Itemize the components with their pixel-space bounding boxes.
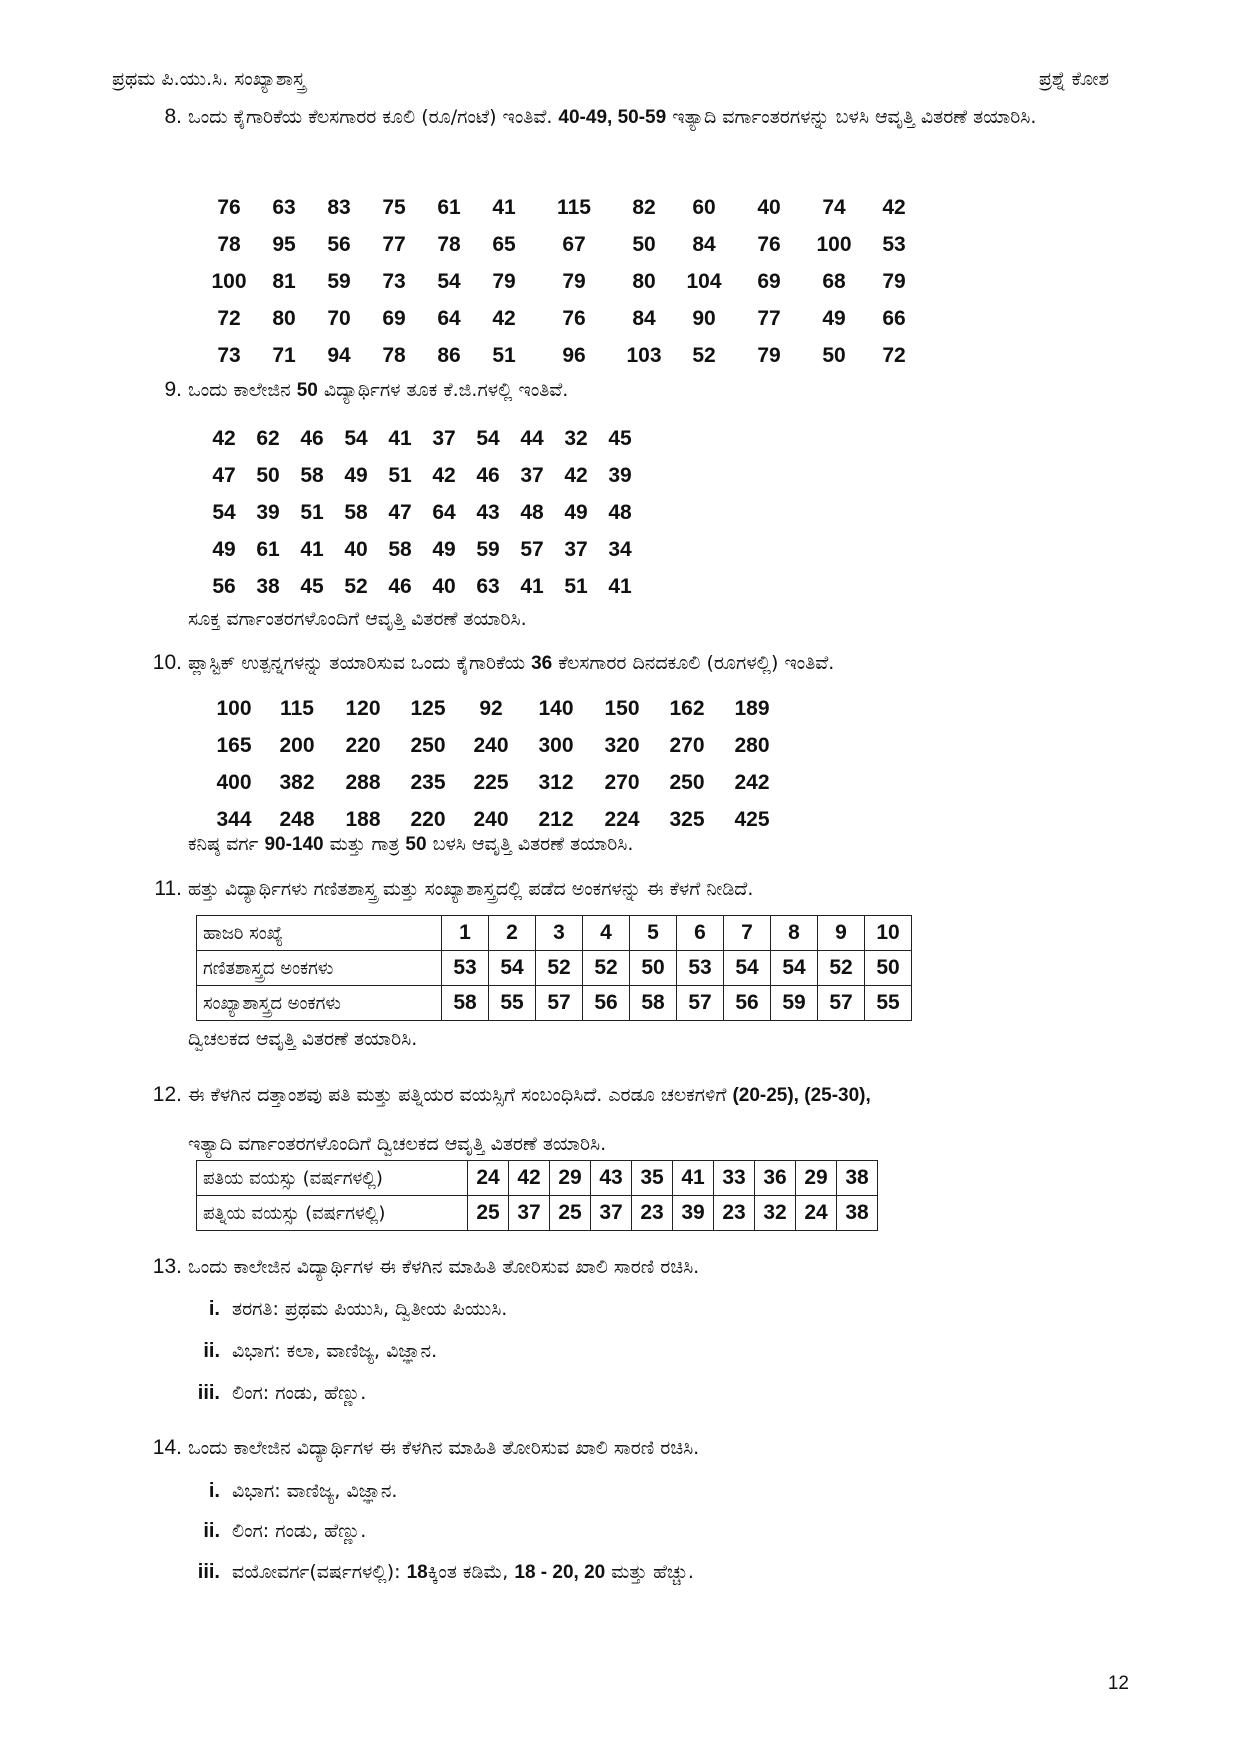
table-cell: 55 — [489, 986, 536, 1021]
grid-value: 125 — [410, 696, 446, 720]
grid-value: 50 — [822, 343, 846, 367]
grid-row — [204, 764, 784, 801]
question-text — [188, 1078, 1141, 1161]
question-text: ಒಂದು ಕಾಲೇಜಿನ ವಿದ್ಯಾರ್ಥಿಗಳ ಈ ಕೆಳಗಿನ ಮಾಹಿತಿ ತೋರಿಸುವ ಖಾಲಿ ಸಾರಣಿ ರಚಿಸಿ. — [188, 1256, 700, 1278]
grid-value: 312 — [538, 770, 574, 794]
grid-value: 68 — [822, 269, 846, 293]
grid-value: 49 — [822, 306, 846, 330]
question-text: ಒಂದು ಕಾಲೇಜಿನ ವಿದ್ಯಾರ್ಥಿಗಳ ಈ ಕೆಳಗಿನ ಮಾಹಿತಿ ತೋರಿಸುವ ಖಾಲಿ ಸಾರಣಿ ರಚಿಸಿ. — [188, 1437, 700, 1459]
table-cell: 52 — [583, 951, 630, 986]
item-number: i. — [208, 1298, 220, 1320]
marks-table — [196, 915, 912, 1021]
table-cell: 54 — [489, 951, 536, 986]
table-row — [197, 916, 912, 951]
table-cell: 36 — [755, 1161, 796, 1196]
grid-value: 212 — [538, 807, 574, 831]
worker-count: 36 — [531, 653, 553, 674]
grid-value: 43 — [476, 500, 500, 524]
page-number: 12 — [1107, 1673, 1129, 1694]
grid-value: 86 — [437, 343, 461, 367]
grid-value: 83 — [327, 195, 351, 219]
note-text-part: ಬಳಸಿ ಆವೃತ್ತಿ ವಿತರಣೆ ತಯಾರಿಸಿ. — [432, 833, 634, 855]
grid-value: 92 — [479, 696, 503, 720]
table-row — [197, 951, 912, 986]
age-value: 18 - 20, 20 — [514, 1562, 606, 1583]
q11-instruction: ದ್ವಿಚಲಕದ ಆವೃತ್ತಿ ವಿತರಣೆ ತಯಾರಿಸಿ. — [188, 1028, 418, 1050]
grid-value: 224 — [604, 807, 640, 831]
grid-value: 73 — [217, 343, 241, 367]
question-text-part: ಪ್ಲಾಸ್ಟಿಕ್ ಉತ್ಪನ್ನಗಳನ್ನು ತಯಾರಿಸುವ ಒಂದು ಕೈಗಾರಿಕೆಯ — [188, 652, 526, 674]
q14-item — [186, 1514, 366, 1548]
table-cell: 58 — [442, 986, 489, 1021]
grid-value: 40 — [344, 537, 368, 561]
grid-value: 61 — [256, 537, 280, 561]
grid-value: 96 — [562, 343, 586, 367]
grid-value: 77 — [757, 306, 781, 330]
grid-value: 58 — [344, 500, 368, 524]
table-cell: 8 — [771, 916, 818, 951]
class-interval-example: (20-25), (25-30), — [732, 1085, 871, 1106]
grid-value: 82 — [632, 195, 656, 219]
grid-value: 34 — [608, 537, 632, 561]
grid-row — [202, 494, 642, 531]
grid-row — [204, 226, 924, 263]
item-number: ii. — [203, 1340, 220, 1362]
table-cell: 24 — [468, 1161, 509, 1196]
grid-value: 71 — [272, 343, 296, 367]
table-cell: 29 — [796, 1161, 837, 1196]
grid-value: 189 — [734, 696, 770, 720]
grid-value: 75 — [382, 195, 406, 219]
table-cell: 37 — [591, 1196, 632, 1231]
table-cell: 42 — [509, 1161, 550, 1196]
grid-value: 78 — [217, 232, 241, 256]
grid-value: 78 — [437, 232, 461, 256]
grid-value: 41 — [608, 574, 632, 598]
question-13 — [134, 1250, 1141, 1284]
row-label: ಪತ್ನಿಯ ವಯಸ್ಸು (ವರ್ಷಗಳಲ್ಲಿ) — [197, 1196, 468, 1231]
table-cell: 38 — [837, 1196, 878, 1231]
question-text-part: ಇತ್ಯಾದಿ ವರ್ಗಾಂತರಗಳನ್ನು ಬಳಸಿ ಆವೃತ್ತಿ ವಿತರಣೆ ತಯಾರಿಸಿ. — [672, 106, 1037, 128]
grid-value: 162 — [669, 696, 705, 720]
question-number: 10. — [152, 651, 182, 674]
grid-value: 115 — [557, 195, 591, 219]
grid-row — [202, 568, 642, 605]
grid-value: 66 — [882, 306, 906, 330]
q13-item — [186, 1376, 366, 1410]
grid-value: 270 — [669, 733, 705, 757]
table-cell: 53 — [677, 951, 724, 986]
grid-value: 84 — [692, 232, 716, 256]
table-cell: 57 — [536, 986, 583, 1021]
grid-value: 50 — [632, 232, 656, 256]
item-text: ಮತ್ತು ಹೆಚ್ಚು. — [611, 1561, 694, 1583]
q10-instruction — [188, 827, 633, 862]
grid-value: 39 — [608, 463, 632, 487]
grid-value: 47 — [212, 463, 236, 487]
grid-value: 225 — [473, 770, 509, 794]
question-line-2: ಇತ್ಯಾದಿ ವರ್ಗಾಂತರಗಳೊಂದಿಗೆ ದ್ವಿಚಲಕದ ಆವೃತ್ತಿ ವಿತರಣೆ ತಯಾರಿಸಿ. — [188, 1133, 607, 1155]
table-cell: 29 — [550, 1161, 591, 1196]
table-cell: 37 — [509, 1196, 550, 1231]
grid-value: 41 — [300, 537, 324, 561]
table-cell: 7 — [724, 916, 771, 951]
question-text-part: ಒಂದು ಕಾಲೇಜಿನ — [188, 379, 291, 401]
question-number: 12. — [152, 1083, 182, 1106]
grid-value: 37 — [432, 426, 456, 450]
question-text — [188, 646, 1141, 681]
grid-row — [204, 263, 924, 300]
table-cell: 9 — [818, 916, 865, 951]
table-cell: 1 — [442, 916, 489, 951]
grid-value: 48 — [608, 500, 632, 524]
table-cell: 54 — [771, 951, 818, 986]
grid-value: 188 — [345, 807, 381, 831]
grid-value: 54 — [437, 269, 461, 293]
item-number: iii. — [197, 1561, 220, 1583]
grid-row — [204, 690, 784, 727]
grid-value: 54 — [476, 426, 500, 450]
grid-value: 72 — [217, 306, 241, 330]
table-cell: 59 — [771, 986, 818, 1021]
table-cell: 53 — [442, 951, 489, 986]
grid-value: 70 — [327, 306, 351, 330]
grid-value: 81 — [272, 269, 296, 293]
grid-value: 103 — [626, 343, 662, 367]
item-text: ಲಿಂಗ: ಗಂಡು, ಹೆಣ್ಣು. — [232, 1382, 367, 1404]
lowest-class: 90-140 — [264, 834, 324, 855]
item-number: i. — [208, 1480, 220, 1502]
grid-value: 54 — [344, 426, 368, 450]
grid-value: 73 — [382, 269, 406, 293]
question-line-1 — [188, 1078, 1141, 1113]
grid-value: 240 — [473, 733, 509, 757]
item-text: ವಿಭಾಗ: ವಾಣಿಜ್ಯ, ವಿಜ್ಞಾನ. — [232, 1480, 398, 1502]
header-subject-title: ಪ್ರಥಮ ಪಿ.ಯು.ಸಿ. ಸಂಖ್ಯಾಶಾಸ್ತ್ರ — [112, 68, 306, 90]
grid-value: 220 — [410, 807, 446, 831]
grid-value: 51 — [300, 500, 324, 524]
grid-value: 78 — [382, 343, 406, 367]
row-label: ಗಣಿತಶಾಸ್ತ್ರದ ಅಂಕಗಳು — [197, 951, 442, 986]
grid-value: 46 — [476, 463, 500, 487]
grid-value: 104 — [686, 269, 722, 293]
question-text — [188, 373, 1141, 408]
grid-value: 95 — [272, 232, 296, 256]
grid-value: 220 — [345, 733, 381, 757]
grid-value: 47 — [388, 500, 412, 524]
table-cell: 23 — [714, 1196, 755, 1231]
grid-value: 60 — [692, 195, 716, 219]
grid-value: 100 — [816, 232, 852, 256]
class-interval-example: 40-49, 50-59 — [558, 107, 667, 128]
grid-value: 56 — [212, 574, 236, 598]
data-grid-q10 — [204, 690, 784, 838]
grid-value: 77 — [382, 232, 406, 256]
grid-value: 76 — [757, 232, 781, 256]
question-text-part: ಒಂದು ಕೈಗಾರಿಕೆಯ ಕೆಲಸಗಾರರ ಕೂಲಿ (ರೂ/ಗಂಟೆ) ಇಂತಿವೆ. — [188, 106, 553, 128]
grid-value: 54 — [212, 500, 236, 524]
question-text: ಹತ್ತು ವಿದ್ಯಾರ್ಥಿಗಳು ಗಣಿತಶಾಸ್ತ್ರ ಮತ್ತು ಸಂಖ್ಯಾಶಾಸ್ತ್ರದಲ್ಲಿ ಪಡೆದ ಅಂಕಗಳನ್ನು ಈ ಕೆಳಗೆ ನೀಡಿದೆ. — [188, 878, 754, 900]
grid-value: 64 — [437, 306, 461, 330]
grid-value: 49 — [212, 537, 236, 561]
grid-value: 280 — [734, 733, 770, 757]
grid-value: 200 — [279, 733, 315, 757]
grid-value: 49 — [432, 537, 456, 561]
table-cell: 55 — [865, 986, 912, 1021]
item-text: ತರಗತಿ: ಪ್ರಥಮ ಪಿಯುಸಿ, ದ್ವಿತೀಯ ಪಿಯುಸಿ. — [232, 1298, 508, 1320]
table-cell: 39 — [673, 1196, 714, 1231]
table-cell: 54 — [724, 951, 771, 986]
grid-value: 80 — [272, 306, 296, 330]
header-section-title: ಪ್ರಶ್ನೆ ಕೋಶ — [1038, 68, 1109, 90]
grid-value: 41 — [520, 574, 544, 598]
question-text-part: ಕೆಲಸಗಾರರ ದಿನದಕೂಲಿ (ರೂಗಳಲ್ಲಿ) ಇಂತಿವೆ. — [558, 652, 835, 674]
grid-value: 242 — [734, 770, 770, 794]
grid-value: 76 — [562, 306, 586, 330]
table-cell: 23 — [632, 1196, 673, 1231]
question-12 — [134, 1078, 1141, 1161]
grid-value: 79 — [882, 269, 906, 293]
grid-value: 42 — [212, 426, 236, 450]
item-text: ಕ್ಕಿಂತ ಕಡಿಮೆ, — [427, 1561, 509, 1583]
grid-value: 140 — [538, 696, 574, 720]
grid-value: 100 — [216, 696, 252, 720]
grid-value: 76 — [217, 195, 241, 219]
q14-item — [186, 1555, 694, 1590]
grid-value: 250 — [410, 733, 446, 757]
table-cell: 56 — [583, 986, 630, 1021]
grid-value: 56 — [327, 232, 351, 256]
table-cell: 57 — [818, 986, 865, 1021]
question-text — [188, 100, 1141, 135]
table-cell: 25 — [468, 1196, 509, 1231]
table-cell: 41 — [673, 1161, 714, 1196]
row-label: ಪತಿಯ ವಯಸ್ಸು (ವರ್ಷಗಳಲ್ಲಿ) — [197, 1161, 468, 1196]
grid-value: 300 — [538, 733, 574, 757]
grid-value: 40 — [757, 195, 781, 219]
grid-value: 38 — [256, 574, 280, 598]
grid-value: 270 — [604, 770, 640, 794]
grid-value: 72 — [882, 343, 906, 367]
grid-value: 65 — [492, 232, 516, 256]
age-value: 18 — [406, 1562, 428, 1583]
grid-row — [204, 300, 924, 337]
grid-value: 69 — [382, 306, 406, 330]
question-10 — [134, 646, 1141, 681]
grid-value: 49 — [344, 463, 368, 487]
table-cell: 10 — [865, 916, 912, 951]
table-cell: 52 — [818, 951, 865, 986]
grid-value: 120 — [345, 696, 381, 720]
question-text-part: ಈ ಕೆಳಗಿನ ದತ್ತಾಂಶವು ಪತಿ ಮತ್ತು ಪತ್ನಿಯರ ವಯಸ್ಸಿಗೆ ಸಂಬಂಧಿಸಿದೆ. ಎರಡೂ ಚಲಕಗಳಿಗೆ — [188, 1084, 727, 1106]
grid-value: 79 — [562, 269, 586, 293]
grid-row — [202, 420, 642, 457]
grid-value: 288 — [345, 770, 381, 794]
grid-value: 44 — [520, 426, 544, 450]
table-cell: 35 — [632, 1161, 673, 1196]
grid-row — [204, 337, 924, 374]
grid-value: 41 — [388, 426, 412, 450]
data-grid-q9 — [202, 420, 642, 605]
q13-item — [186, 1292, 507, 1326]
question-number: 8. — [164, 105, 182, 128]
item-text: ಲಿಂಗ: ಗಂಡು, ಹೆಣ್ಣು. — [232, 1520, 367, 1542]
grid-row — [202, 531, 642, 568]
table-cell: 52 — [536, 951, 583, 986]
grid-value: 80 — [632, 269, 656, 293]
grid-value: 84 — [632, 306, 656, 330]
grid-value: 58 — [300, 463, 324, 487]
grid-value: 42 — [492, 306, 516, 330]
grid-value: 90 — [692, 306, 716, 330]
question-number: 11. — [154, 877, 182, 900]
table-cell: 4 — [583, 916, 630, 951]
table-cell: 58 — [630, 986, 677, 1021]
grid-value: 50 — [256, 463, 280, 487]
grid-value: 425 — [734, 807, 770, 831]
grid-value: 37 — [564, 537, 588, 561]
table-cell: 32 — [755, 1196, 796, 1231]
grid-value: 248 — [279, 807, 315, 831]
question-14 — [134, 1431, 1141, 1465]
data-grid-q8 — [204, 189, 924, 374]
grid-value: 51 — [388, 463, 412, 487]
question-text-part: ವಿದ್ಯಾರ್ಥಿಗಳ ತೂಕ ಕೆ.ಜಿ.ಗಳಲ್ಲಿ ಇಂತಿವೆ. — [323, 379, 569, 401]
grid-value: 79 — [757, 343, 781, 367]
q14-item — [186, 1474, 397, 1508]
table-cell: 43 — [591, 1161, 632, 1196]
grid-value: 79 — [492, 269, 516, 293]
grid-value: 69 — [757, 269, 781, 293]
item-text: ವಿಭಾಗ: ಕಲಾ, ವಾಣಿಜ್ಯ, ವಿಜ್ಞಾನ. — [232, 1340, 438, 1362]
grid-value: 42 — [564, 463, 588, 487]
grid-value: 344 — [216, 807, 252, 831]
question-11 — [134, 872, 1141, 906]
grid-value: 150 — [604, 696, 640, 720]
question-number: 9. — [164, 378, 182, 401]
grid-value: 46 — [300, 426, 324, 450]
grid-value: 32 — [564, 426, 588, 450]
table-cell: 57 — [677, 986, 724, 1021]
grid-value: 53 — [882, 232, 906, 256]
grid-row — [202, 457, 642, 494]
grid-value: 52 — [344, 574, 368, 598]
table-cell: 50 — [865, 951, 912, 986]
grid-value: 63 — [476, 574, 500, 598]
q13-item — [186, 1334, 437, 1368]
grid-value: 51 — [564, 574, 588, 598]
grid-value: 45 — [608, 426, 632, 450]
grid-value: 57 — [520, 537, 544, 561]
grid-value: 42 — [432, 463, 456, 487]
table-cell: 56 — [724, 986, 771, 1021]
grid-value: 320 — [604, 733, 640, 757]
grid-value: 61 — [437, 195, 461, 219]
age-table — [196, 1160, 878, 1231]
grid-value: 42 — [882, 195, 906, 219]
table-cell: 38 — [837, 1161, 878, 1196]
grid-value: 74 — [822, 195, 846, 219]
row-label: ಹಾಜರಿ ಸಂಖ್ಯೆ — [197, 916, 442, 951]
table-row — [197, 986, 912, 1021]
table-cell: 6 — [677, 916, 724, 951]
grid-value: 37 — [520, 463, 544, 487]
table-cell: 50 — [630, 951, 677, 986]
table-cell: 24 — [796, 1196, 837, 1231]
grid-value: 400 — [216, 770, 252, 794]
grid-row — [204, 189, 924, 226]
grid-value: 41 — [492, 195, 516, 219]
question-number: 13. — [152, 1255, 182, 1278]
grid-value: 100 — [211, 269, 247, 293]
grid-value: 52 — [692, 343, 716, 367]
grid-value: 49 — [564, 500, 588, 524]
grid-value: 94 — [327, 343, 351, 367]
grid-value: 48 — [520, 500, 544, 524]
question-number: 14. — [152, 1436, 182, 1459]
grid-value: 62 — [256, 426, 280, 450]
grid-value: 63 — [272, 195, 296, 219]
table-cell: 2 — [489, 916, 536, 951]
grid-value: 58 — [388, 537, 412, 561]
grid-row — [204, 727, 784, 764]
table-cell: 33 — [714, 1161, 755, 1196]
grid-value: 39 — [256, 500, 280, 524]
grid-value: 59 — [476, 537, 500, 561]
grid-value: 40 — [432, 574, 456, 598]
grid-value: 382 — [279, 770, 315, 794]
grid-value: 59 — [327, 269, 351, 293]
question-9 — [134, 373, 1141, 408]
row-label: ಸಂಖ್ಯಾಶಾಸ್ತ್ರದ ಅಂಕಗಳು — [197, 986, 442, 1021]
class-width: 50 — [405, 834, 427, 855]
table-cell: 3 — [536, 916, 583, 951]
table-row — [197, 1196, 878, 1231]
grid-value: 325 — [669, 807, 705, 831]
grid-value: 46 — [388, 574, 412, 598]
question-8 — [134, 100, 1141, 135]
grid-value: 51 — [492, 343, 516, 367]
item-text: ವಯೋವರ್ಗ(ವರ್ಷಗಳಲ್ಲಿ): — [232, 1561, 401, 1583]
note-text-part: ಮತ್ತು ಗಾತ್ರ — [329, 833, 400, 855]
note-text-part: ಕನಿಷ್ಠ ವರ್ಗ — [188, 833, 259, 855]
grid-value: 115 — [280, 696, 314, 720]
grid-value: 165 — [216, 733, 252, 757]
grid-value: 64 — [432, 500, 456, 524]
student-count: 50 — [296, 380, 318, 401]
grid-value: 235 — [410, 770, 446, 794]
table-cell: 25 — [550, 1196, 591, 1231]
table-cell: 5 — [630, 916, 677, 951]
grid-value: 240 — [473, 807, 509, 831]
grid-value: 250 — [669, 770, 705, 794]
item-number: ii. — [203, 1520, 220, 1542]
table-row — [197, 1161, 878, 1196]
grid-value: 67 — [562, 232, 586, 256]
q9-instruction: ಸೂಕ್ತ ವರ್ಗಾಂತರಗಳೊಂದಿಗೆ ಆವೃತ್ತಿ ವಿತರಣೆ ತಯಾರಿಸಿ. — [188, 608, 527, 630]
grid-value: 45 — [300, 574, 324, 598]
item-number: iii. — [197, 1382, 220, 1404]
